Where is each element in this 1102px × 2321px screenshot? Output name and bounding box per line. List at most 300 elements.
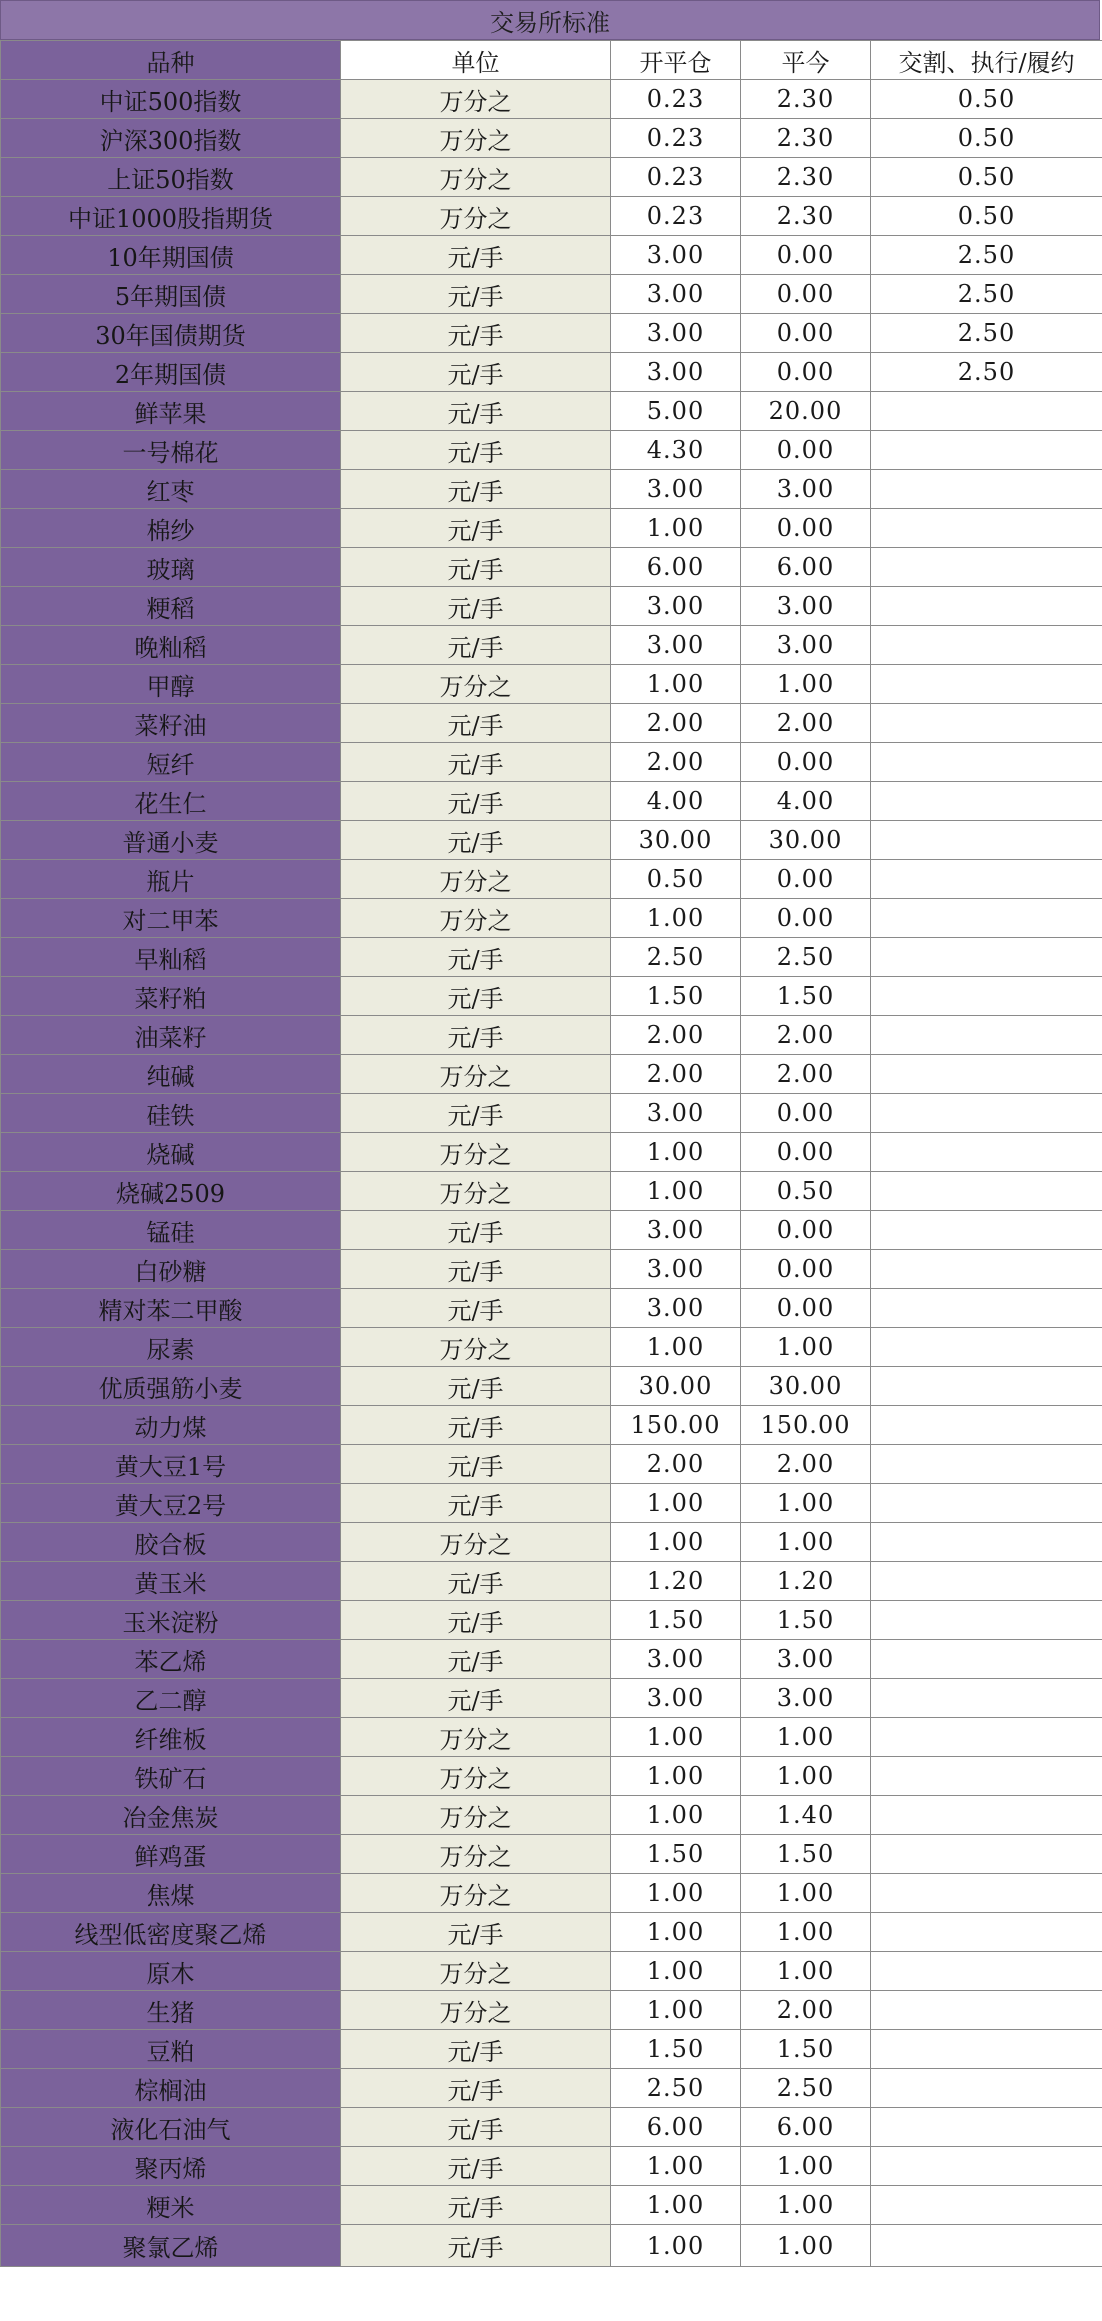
delivery-fee-cell: 2.50 — [871, 314, 1102, 353]
delivery-fee-cell: 2.50 — [871, 275, 1102, 314]
table-row — [1, 665, 1102, 704]
product-name-cell: 2年期国债 — [1, 353, 341, 392]
close-today-fee-cell: 1.00 — [741, 1913, 871, 1952]
delivery-fee-cell — [871, 2225, 1102, 2267]
table-row — [1, 977, 1102, 1016]
unit-cell: 万分之 — [341, 1835, 611, 1874]
open-close-fee-cell: 5.00 — [611, 392, 741, 431]
open-close-fee-cell: 150.00 — [611, 1406, 741, 1445]
unit-cell: 元/手 — [341, 1211, 611, 1250]
open-close-fee-cell: 1.00 — [611, 1874, 741, 1913]
unit-cell: 元/手 — [341, 821, 611, 860]
delivery-fee-cell — [871, 977, 1102, 1016]
open-close-fee-cell: 3.00 — [611, 236, 741, 275]
product-name-cell: 普通小麦 — [1, 821, 341, 860]
table-row — [1, 470, 1102, 509]
unit-cell: 万分之 — [341, 1874, 611, 1913]
open-close-fee-cell: 1.00 — [611, 509, 741, 548]
product-name-cell: 硅铁 — [1, 1094, 341, 1133]
table-row — [1, 821, 1102, 860]
delivery-fee-cell: 2.50 — [871, 236, 1102, 275]
table-row — [1, 509, 1102, 548]
table-row — [1, 1952, 1102, 1991]
close-today-fee-cell: 1.00 — [741, 1757, 871, 1796]
open-close-fee-cell: 1.00 — [611, 2147, 741, 2186]
product-name-cell: 白砂糖 — [1, 1250, 341, 1289]
unit-cell: 万分之 — [341, 1328, 611, 1367]
delivery-fee-cell — [871, 1211, 1102, 1250]
table-row — [1, 1055, 1102, 1094]
open-close-fee-cell: 1.00 — [611, 1172, 741, 1211]
unit-cell: 万分之 — [341, 197, 611, 236]
unit-cell: 万分之 — [341, 1523, 611, 1562]
close-today-fee-cell: 1.00 — [741, 1484, 871, 1523]
unit-cell: 元/手 — [341, 2186, 611, 2225]
delivery-fee-cell — [871, 1835, 1102, 1874]
delivery-fee-cell — [871, 1913, 1102, 1952]
fee-table-body — [1, 80, 1102, 2267]
close-today-fee-cell: 1.00 — [741, 1523, 871, 1562]
close-today-fee-cell: 2.30 — [741, 80, 871, 119]
product-name-cell: 尿素 — [1, 1328, 341, 1367]
delivery-fee-cell — [871, 938, 1102, 977]
open-close-fee-cell: 1.00 — [611, 1913, 741, 1952]
open-close-fee-cell: 0.23 — [611, 119, 741, 158]
product-name-cell: 对二甲苯 — [1, 899, 341, 938]
close-today-fee-cell: 0.00 — [741, 1289, 871, 1328]
close-today-fee-cell: 1.50 — [741, 2030, 871, 2069]
product-name-cell: 动力煤 — [1, 1406, 341, 1445]
delivery-fee-cell — [871, 431, 1102, 470]
table-row — [1, 1640, 1102, 1679]
delivery-fee-cell: 2.50 — [871, 353, 1102, 392]
table-row — [1, 158, 1102, 197]
table-row — [1, 548, 1102, 587]
open-close-fee-cell: 2.00 — [611, 1055, 741, 1094]
close-today-fee-cell: 2.00 — [741, 1016, 871, 1055]
close-today-fee-cell: 30.00 — [741, 821, 871, 860]
open-close-fee-cell: 3.00 — [611, 626, 741, 665]
close-today-fee-cell: 1.00 — [741, 1874, 871, 1913]
unit-cell: 元/手 — [341, 1601, 611, 1640]
close-today-fee-cell: 1.00 — [741, 1952, 871, 1991]
product-name-cell: 优质强筋小麦 — [1, 1367, 341, 1406]
unit-cell: 元/手 — [341, 1562, 611, 1601]
table-row — [1, 1523, 1102, 1562]
close-today-fee-cell: 1.00 — [741, 2225, 871, 2267]
table-row — [1, 1406, 1102, 1445]
product-name-cell: 鲜苹果 — [1, 392, 341, 431]
unit-cell: 元/手 — [341, 236, 611, 275]
delivery-fee-cell: 0.50 — [871, 119, 1102, 158]
unit-cell: 元/手 — [341, 2069, 611, 2108]
open-close-fee-cell: 3.00 — [611, 470, 741, 509]
table-row — [1, 1991, 1102, 2030]
table-row — [1, 1874, 1102, 1913]
product-name-cell: 中证500指数 — [1, 80, 341, 119]
table-row — [1, 1601, 1102, 1640]
close-today-fee-cell: 0.00 — [741, 1250, 871, 1289]
close-today-fee-cell: 1.00 — [741, 1718, 871, 1757]
product-name-cell: 晚籼稻 — [1, 626, 341, 665]
table-row — [1, 1484, 1102, 1523]
unit-cell: 万分之 — [341, 1757, 611, 1796]
table-row — [1, 899, 1102, 938]
delivery-fee-cell — [871, 2108, 1102, 2147]
open-close-fee-cell: 1.00 — [611, 2186, 741, 2225]
product-name-cell: 纤维板 — [1, 1718, 341, 1757]
close-today-fee-cell: 2.00 — [741, 1445, 871, 1484]
close-today-fee-cell: 1.50 — [741, 1601, 871, 1640]
close-today-fee-cell: 1.50 — [741, 977, 871, 1016]
product-name-cell: 玉米淀粉 — [1, 1601, 341, 1640]
delivery-fee-cell — [871, 821, 1102, 860]
delivery-fee-cell — [871, 743, 1102, 782]
open-close-fee-cell: 0.50 — [611, 860, 741, 899]
open-close-fee-cell: 3.00 — [611, 1640, 741, 1679]
table-row — [1, 1679, 1102, 1718]
product-name-cell: 红枣 — [1, 470, 341, 509]
close-today-fee-cell: 3.00 — [741, 1640, 871, 1679]
table-row — [1, 782, 1102, 821]
delivery-fee-cell — [871, 1523, 1102, 1562]
open-close-fee-cell: 3.00 — [611, 1679, 741, 1718]
open-close-fee-cell: 0.23 — [611, 197, 741, 236]
unit-cell: 元/手 — [341, 431, 611, 470]
delivery-fee-cell — [871, 1133, 1102, 1172]
close-today-fee-cell: 20.00 — [741, 392, 871, 431]
product-name-cell: 粳稻 — [1, 587, 341, 626]
delivery-fee-cell — [871, 1250, 1102, 1289]
unit-cell: 元/手 — [341, 2147, 611, 2186]
open-close-fee-cell: 2.50 — [611, 938, 741, 977]
open-close-fee-cell: 4.00 — [611, 782, 741, 821]
unit-cell: 万分之 — [341, 1172, 611, 1211]
table-row — [1, 860, 1102, 899]
delivery-fee-cell — [871, 1601, 1102, 1640]
open-close-fee-cell: 1.00 — [611, 1796, 741, 1835]
delivery-fee-cell: 0.50 — [871, 197, 1102, 236]
product-name-cell: 花生仁 — [1, 782, 341, 821]
close-today-fee-cell: 30.00 — [741, 1367, 871, 1406]
table-row — [1, 1913, 1102, 1952]
product-name-cell: 菜籽粕 — [1, 977, 341, 1016]
unit-cell: 元/手 — [341, 743, 611, 782]
unit-cell: 万分之 — [341, 80, 611, 119]
close-today-fee-cell: 2.00 — [741, 1055, 871, 1094]
unit-cell: 元/手 — [341, 1640, 611, 1679]
close-today-fee-cell: 0.00 — [741, 899, 871, 938]
delivery-fee-cell: 0.50 — [871, 158, 1102, 197]
open-close-fee-cell: 1.00 — [611, 1757, 741, 1796]
close-today-fee-cell: 0.00 — [741, 1211, 871, 1250]
table-row — [1, 1172, 1102, 1211]
product-name-cell: 锰硅 — [1, 1211, 341, 1250]
unit-cell: 万分之 — [341, 1796, 611, 1835]
table-row — [1, 1016, 1102, 1055]
table-row — [1, 1757, 1102, 1796]
header-row — [1, 41, 1102, 80]
unit-cell: 万分之 — [341, 860, 611, 899]
delivery-fee-cell — [871, 1952, 1102, 1991]
open-close-fee-cell: 1.00 — [611, 2225, 741, 2267]
close-today-fee-cell: 0.00 — [741, 743, 871, 782]
product-name-cell: 上证50指数 — [1, 158, 341, 197]
product-name-cell: 中证1000股指期货 — [1, 197, 341, 236]
table-row — [1, 1796, 1102, 1835]
delivery-fee-cell — [871, 782, 1102, 821]
open-close-fee-cell: 3.00 — [611, 314, 741, 353]
delivery-fee-cell — [871, 470, 1102, 509]
delivery-fee-cell — [871, 1094, 1102, 1133]
product-name-cell: 菜籽油 — [1, 704, 341, 743]
unit-cell: 元/手 — [341, 2108, 611, 2147]
close-today-fee-cell: 0.00 — [741, 860, 871, 899]
open-close-fee-cell: 1.50 — [611, 977, 741, 1016]
open-close-fee-cell: 1.00 — [611, 1133, 741, 1172]
delivery-fee-cell — [871, 1796, 1102, 1835]
unit-cell: 元/手 — [341, 1484, 611, 1523]
product-name-cell: 液化石油气 — [1, 2108, 341, 2147]
unit-cell: 元/手 — [341, 1289, 611, 1328]
product-name-cell: 黄大豆1号 — [1, 1445, 341, 1484]
table-row — [1, 1094, 1102, 1133]
close-today-fee-cell: 2.50 — [741, 938, 871, 977]
header-close-today: 平今 — [741, 41, 871, 80]
unit-cell: 元/手 — [341, 1913, 611, 1952]
header-open-close: 开平仓 — [611, 41, 741, 80]
table-row — [1, 2225, 1102, 2267]
delivery-fee-cell — [871, 1562, 1102, 1601]
product-name-cell: 线型低密度聚乙烯 — [1, 1913, 341, 1952]
unit-cell: 万分之 — [341, 665, 611, 704]
unit-cell: 万分之 — [341, 899, 611, 938]
table-row — [1, 2030, 1102, 2069]
product-name-cell: 胶合板 — [1, 1523, 341, 1562]
delivery-fee-cell — [871, 1718, 1102, 1757]
delivery-fee-cell — [871, 1367, 1102, 1406]
product-name-cell: 玻璃 — [1, 548, 341, 587]
delivery-fee-cell — [871, 1640, 1102, 1679]
fee-table — [0, 40, 1102, 2267]
delivery-fee-cell — [871, 1679, 1102, 1718]
close-today-fee-cell: 2.50 — [741, 2069, 871, 2108]
unit-cell: 万分之 — [341, 1133, 611, 1172]
open-close-fee-cell: 3.00 — [611, 1289, 741, 1328]
open-close-fee-cell: 2.00 — [611, 743, 741, 782]
delivery-fee-cell: 0.50 — [871, 80, 1102, 119]
product-name-cell: 冶金焦炭 — [1, 1796, 341, 1835]
delivery-fee-cell — [871, 2186, 1102, 2225]
close-today-fee-cell: 3.00 — [741, 626, 871, 665]
open-close-fee-cell: 3.00 — [611, 275, 741, 314]
table-row — [1, 1211, 1102, 1250]
close-today-fee-cell: 1.00 — [741, 665, 871, 704]
product-name-cell: 油菜籽 — [1, 1016, 341, 1055]
delivery-fee-cell — [871, 1055, 1102, 1094]
close-today-fee-cell: 0.00 — [741, 431, 871, 470]
open-close-fee-cell: 2.00 — [611, 1016, 741, 1055]
product-name-cell: 10年期国债 — [1, 236, 341, 275]
open-close-fee-cell: 3.00 — [611, 587, 741, 626]
delivery-fee-cell — [871, 1991, 1102, 2030]
open-close-fee-cell: 1.00 — [611, 1718, 741, 1757]
open-close-fee-cell: 6.00 — [611, 2108, 741, 2147]
close-today-fee-cell: 0.00 — [741, 275, 871, 314]
product-name-cell: 豆粕 — [1, 2030, 341, 2069]
close-today-fee-cell: 3.00 — [741, 470, 871, 509]
table-row — [1, 2147, 1102, 2186]
delivery-fee-cell — [871, 509, 1102, 548]
delivery-fee-cell — [871, 1289, 1102, 1328]
product-name-cell: 5年期国债 — [1, 275, 341, 314]
close-today-fee-cell: 2.30 — [741, 197, 871, 236]
open-close-fee-cell: 1.50 — [611, 2030, 741, 2069]
table-row — [1, 1445, 1102, 1484]
open-close-fee-cell: 30.00 — [611, 821, 741, 860]
table-row — [1, 353, 1102, 392]
unit-cell: 元/手 — [341, 1679, 611, 1718]
open-close-fee-cell: 2.50 — [611, 2069, 741, 2108]
unit-cell: 万分之 — [341, 158, 611, 197]
unit-cell: 元/手 — [341, 470, 611, 509]
unit-cell: 元/手 — [341, 2030, 611, 2069]
open-close-fee-cell: 1.00 — [611, 1484, 741, 1523]
open-close-fee-cell: 1.20 — [611, 1562, 741, 1601]
close-today-fee-cell: 2.30 — [741, 119, 871, 158]
unit-cell: 万分之 — [341, 1055, 611, 1094]
table-row — [1, 1289, 1102, 1328]
product-name-cell: 黄大豆2号 — [1, 1484, 341, 1523]
open-close-fee-cell: 1.00 — [611, 1991, 741, 2030]
close-today-fee-cell: 0.00 — [741, 314, 871, 353]
product-name-cell: 纯碱 — [1, 1055, 341, 1094]
open-close-fee-cell: 0.23 — [611, 158, 741, 197]
delivery-fee-cell — [871, 1172, 1102, 1211]
product-name-cell: 聚氯乙烯 — [1, 2225, 341, 2267]
delivery-fee-cell — [871, 899, 1102, 938]
unit-cell: 万分之 — [341, 1991, 611, 2030]
close-today-fee-cell: 2.30 — [741, 158, 871, 197]
delivery-fee-cell — [871, 2030, 1102, 2069]
close-today-fee-cell: 1.00 — [741, 1328, 871, 1367]
close-today-fee-cell: 0.50 — [741, 1172, 871, 1211]
unit-cell: 元/手 — [341, 509, 611, 548]
table-row — [1, 1367, 1102, 1406]
product-name-cell: 铁矿石 — [1, 1757, 341, 1796]
open-close-fee-cell: 3.00 — [611, 1250, 741, 1289]
close-today-fee-cell: 1.50 — [741, 1835, 871, 1874]
close-today-fee-cell: 1.40 — [741, 1796, 871, 1835]
close-today-fee-cell: 6.00 — [741, 2108, 871, 2147]
close-today-fee-cell: 2.00 — [741, 704, 871, 743]
unit-cell: 元/手 — [341, 1406, 611, 1445]
unit-cell: 元/手 — [341, 977, 611, 1016]
delivery-fee-cell — [871, 2147, 1102, 2186]
open-close-fee-cell: 0.23 — [611, 80, 741, 119]
unit-cell: 元/手 — [341, 1016, 611, 1055]
unit-cell: 元/手 — [341, 275, 611, 314]
delivery-fee-cell — [871, 704, 1102, 743]
product-name-cell: 生猪 — [1, 1991, 341, 2030]
product-name-cell: 原木 — [1, 1952, 341, 1991]
product-name-cell: 短纤 — [1, 743, 341, 782]
table-row — [1, 1133, 1102, 1172]
close-today-fee-cell: 3.00 — [741, 587, 871, 626]
close-today-fee-cell: 150.00 — [741, 1406, 871, 1445]
product-name-cell: 烧碱 — [1, 1133, 341, 1172]
product-name-cell: 鲜鸡蛋 — [1, 1835, 341, 1874]
delivery-fee-cell — [871, 1328, 1102, 1367]
table-row — [1, 236, 1102, 275]
table-row — [1, 704, 1102, 743]
product-name-cell: 沪深300指数 — [1, 119, 341, 158]
table-row — [1, 1718, 1102, 1757]
close-today-fee-cell: 1.00 — [741, 2186, 871, 2225]
unit-cell: 元/手 — [341, 392, 611, 431]
table-row — [1, 392, 1102, 431]
close-today-fee-cell: 3.00 — [741, 1679, 871, 1718]
delivery-fee-cell — [871, 587, 1102, 626]
header-delivery: 交割、执行/履约 — [871, 41, 1102, 80]
product-name-cell: 焦煤 — [1, 1874, 341, 1913]
open-close-fee-cell: 1.00 — [611, 899, 741, 938]
delivery-fee-cell — [871, 665, 1102, 704]
table-row — [1, 2069, 1102, 2108]
table-row — [1, 626, 1102, 665]
table-row — [1, 1562, 1102, 1601]
table-row — [1, 119, 1102, 158]
table-row — [1, 743, 1102, 782]
table-row — [1, 80, 1102, 119]
unit-cell: 元/手 — [341, 1250, 611, 1289]
unit-cell: 元/手 — [341, 1094, 611, 1133]
table-row — [1, 197, 1102, 236]
table-row — [1, 2186, 1102, 2225]
product-name-cell: 棕榈油 — [1, 2069, 341, 2108]
delivery-fee-cell — [871, 1445, 1102, 1484]
delivery-fee-cell — [871, 626, 1102, 665]
table-row — [1, 587, 1102, 626]
close-today-fee-cell: 1.00 — [741, 2147, 871, 2186]
close-today-fee-cell: 1.20 — [741, 1562, 871, 1601]
open-close-fee-cell: 3.00 — [611, 1094, 741, 1133]
product-name-cell: 乙二醇 — [1, 1679, 341, 1718]
delivery-fee-cell — [871, 860, 1102, 899]
unit-cell: 元/手 — [341, 704, 611, 743]
product-name-cell: 黄玉米 — [1, 1562, 341, 1601]
open-close-fee-cell: 4.30 — [611, 431, 741, 470]
open-close-fee-cell: 2.00 — [611, 704, 741, 743]
product-name-cell: 烧碱2509 — [1, 1172, 341, 1211]
sheet-title: 交易所标准 — [0, 0, 1100, 40]
close-today-fee-cell: 2.00 — [741, 1991, 871, 2030]
unit-cell: 万分之 — [341, 119, 611, 158]
delivery-fee-cell — [871, 1016, 1102, 1055]
open-close-fee-cell: 1.00 — [611, 1328, 741, 1367]
unit-cell: 元/手 — [341, 2225, 611, 2267]
table-row — [1, 431, 1102, 470]
open-close-fee-cell: 6.00 — [611, 548, 741, 587]
unit-cell: 元/手 — [341, 353, 611, 392]
unit-cell: 万分之 — [341, 1718, 611, 1757]
product-name-cell: 瓶片 — [1, 860, 341, 899]
close-today-fee-cell: 0.00 — [741, 353, 871, 392]
close-today-fee-cell: 0.00 — [741, 1094, 871, 1133]
table-row — [1, 938, 1102, 977]
table-row — [1, 2108, 1102, 2147]
header-unit: 单位 — [341, 41, 611, 80]
